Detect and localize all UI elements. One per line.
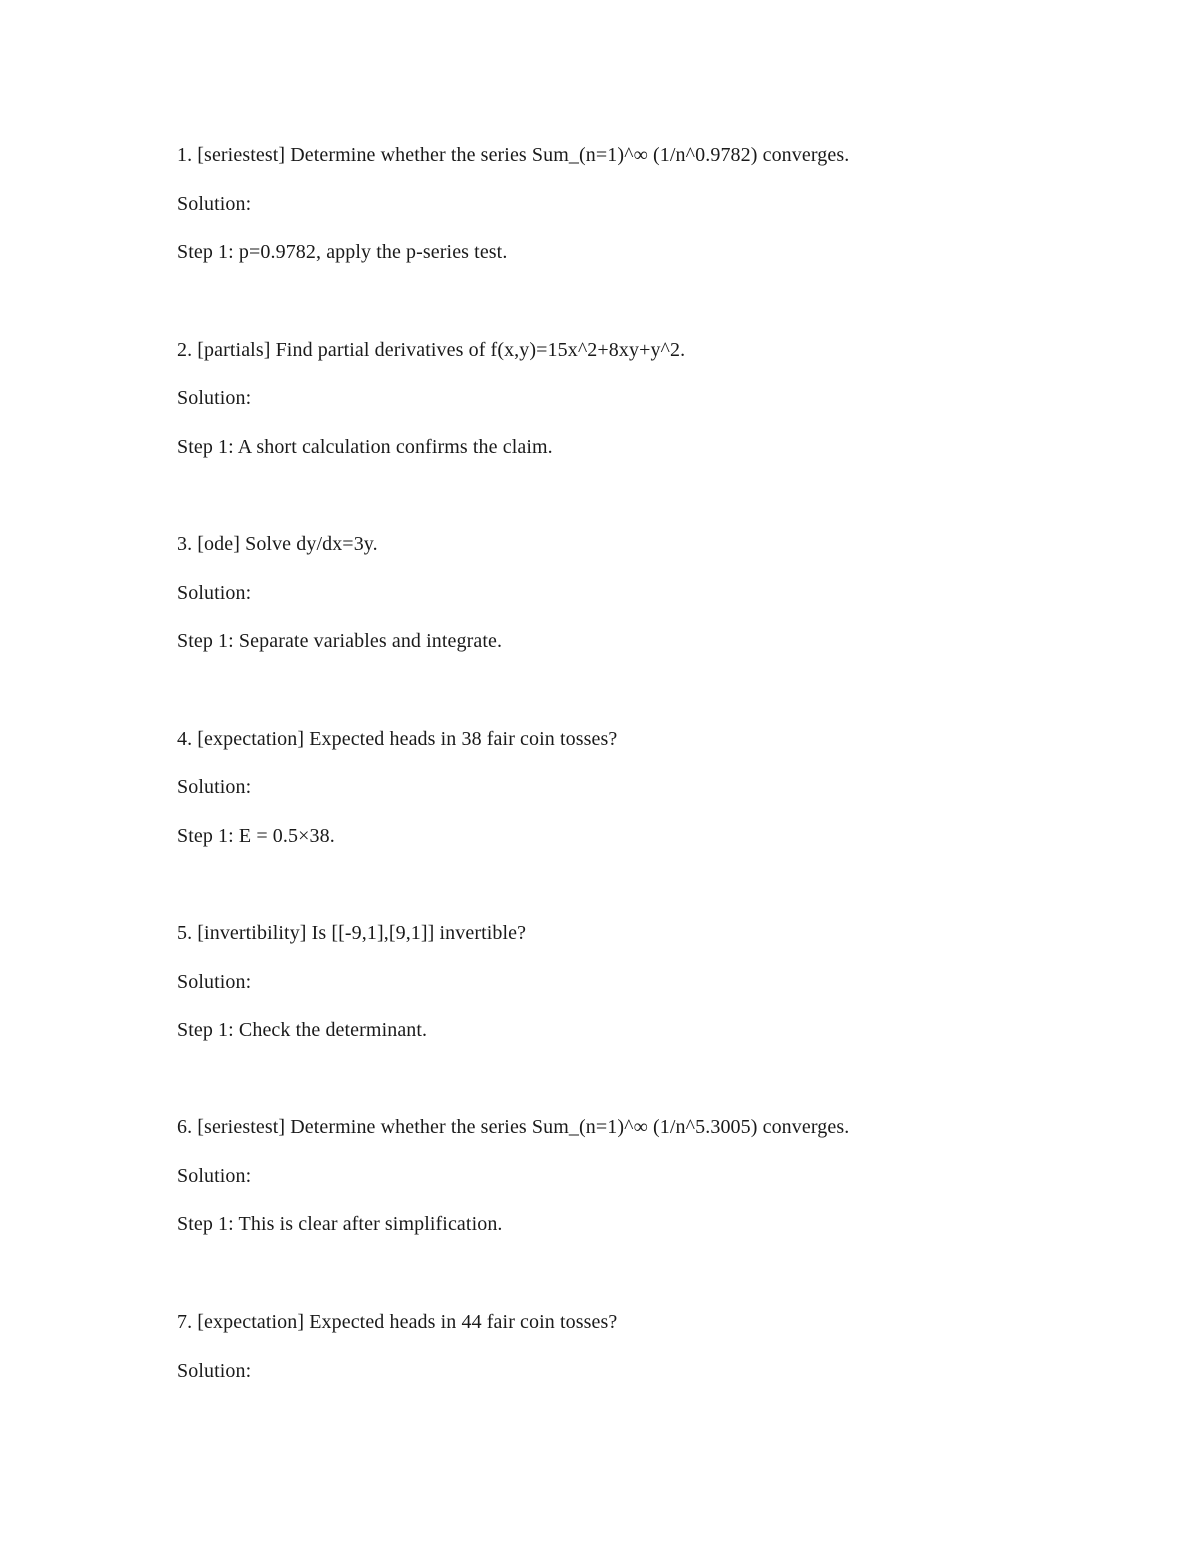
problem-6-solution-label: Solution: [177, 1165, 252, 1187]
problem-4-question: 4. [expectation] Expected heads in 38 fair coin tosses? [177, 728, 618, 750]
problem-5-question: 5. [invertibility] Is [[-9,1],[9,1]] invertible? [177, 922, 527, 944]
problem-5-solution-label: Solution: [177, 971, 252, 993]
problem-6-question: 6. [seriestest] Determine whether the series Sum_(n=1)^∞ (1/n^5.3005) converges. [177, 1116, 850, 1138]
problem-3-question: 3. [ode] Solve dy/dx=3y. [177, 533, 378, 555]
problem-7-solution-label: Solution: [177, 1360, 252, 1382]
problem-6-step-1: Step 1: This is clear after simplification. [177, 1213, 503, 1235]
problem-2-question: 2. [partials] Find partial derivatives of f(x,y)=15x^2+8xy+y^2. [177, 339, 686, 361]
problem-7-question: 7. [expectation] Expected heads in 44 fair coin tosses? [177, 1311, 618, 1333]
problem-2-step-1: Step 1: A short calculation confirms the claim. [177, 436, 553, 458]
problem-4-step-1: Step 1: E = 0.5×38. [177, 825, 335, 847]
problem-1-question: 1. [seriestest] Determine whether the series Sum_(n=1)^∞ (1/n^0.9782) converges. [177, 144, 850, 166]
problem-1-solution-label: Solution: [177, 193, 252, 215]
problem-1-step-1: Step 1: p=0.9782, apply the p-series test. [177, 241, 508, 263]
problem-5-step-1: Step 1: Check the determinant. [177, 1019, 428, 1041]
problem-3-solution-label: Solution: [177, 582, 252, 604]
problem-2-solution-label: Solution: [177, 387, 252, 409]
problem-3-step-1: Step 1: Separate variables and integrate. [177, 630, 503, 652]
problem-4-solution-label: Solution: [177, 776, 252, 798]
